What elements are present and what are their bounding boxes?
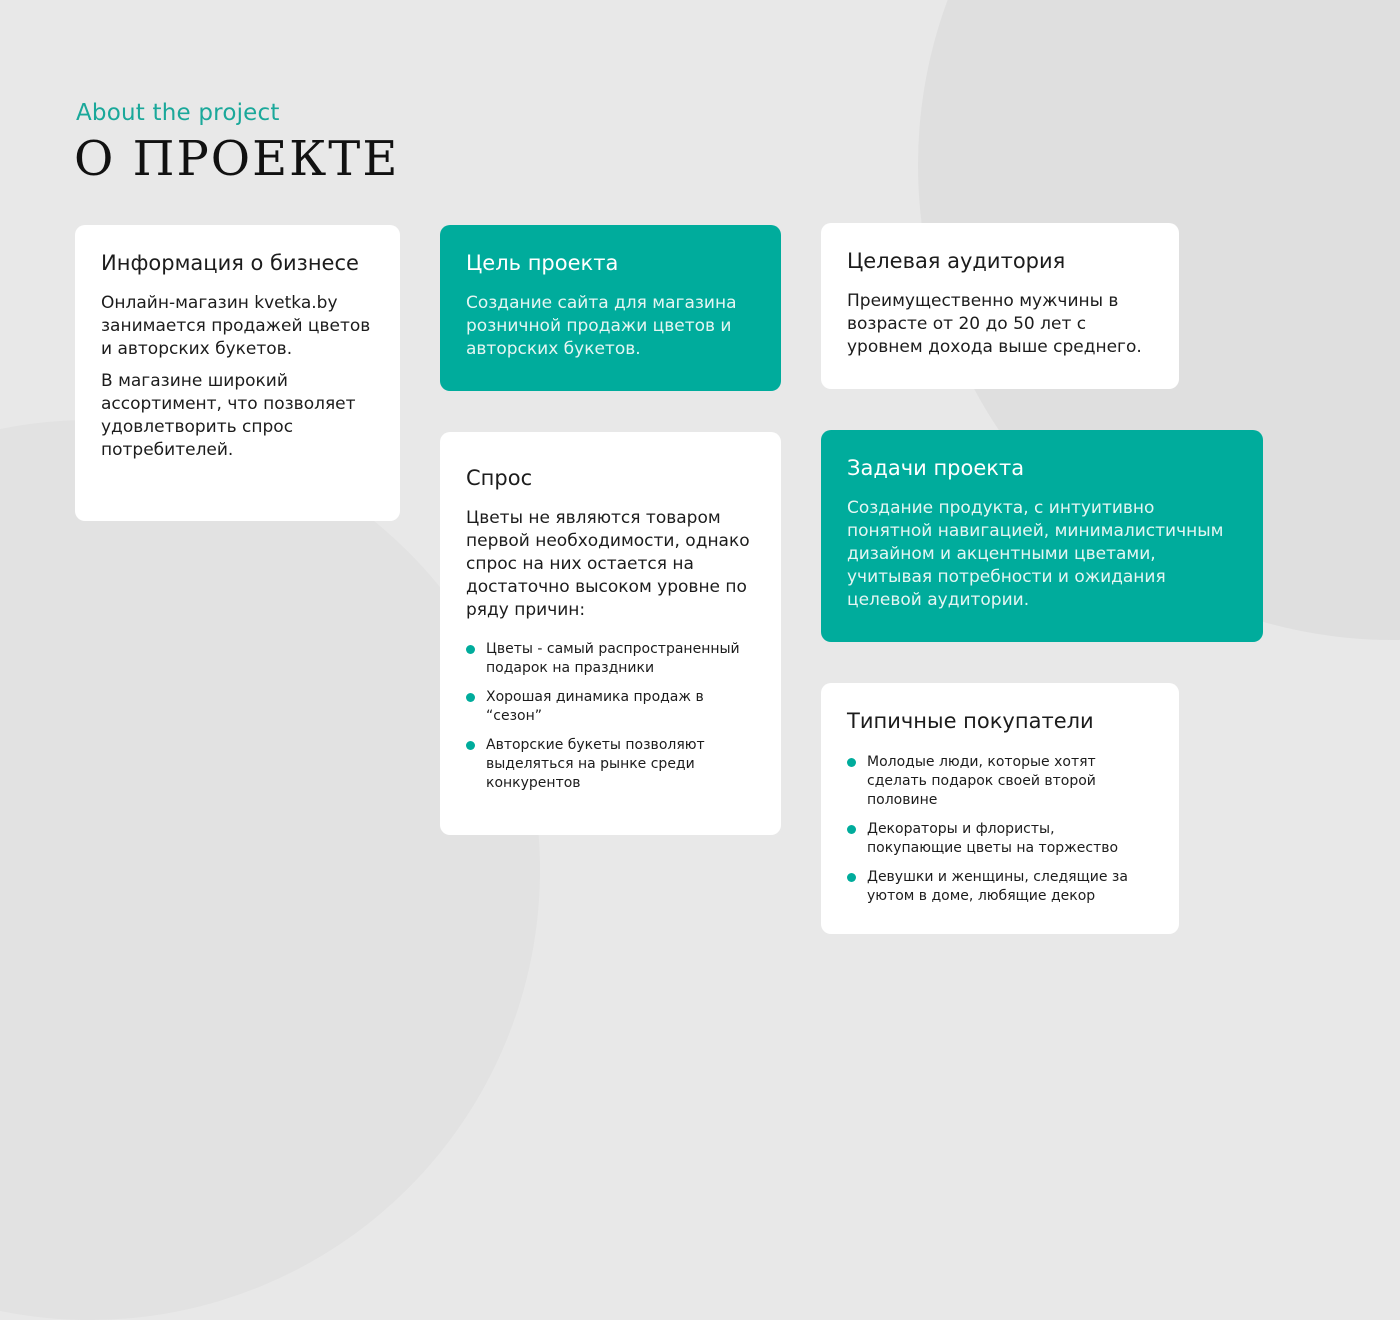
bullet-dot-icon [847, 825, 856, 834]
demand-list [466, 640, 755, 793]
business-info-text: Онлайн-магазин kvetka.by занимается продажей цветов и авторских букетов. [101, 293, 371, 359]
list-item-text: Хорошая динамика продаж в “сезон” [486, 689, 704, 724]
business-info-title: Информация о бизнесе [101, 251, 359, 275]
demand-text: Цветы не являются товаром первой необходимости, однако спрос на них остается на достаточно высоком уровне по ряду причин: [466, 508, 750, 620]
list-item-text: Декораторы и флористы, покупающие цветы на торжество [867, 821, 1119, 856]
bullet-dot-icon [466, 693, 475, 702]
list-item [847, 868, 1153, 906]
list-item [847, 753, 1153, 810]
list-item-text: Молодые люди, которые хотят сделать подарок своей второй половине [867, 754, 1096, 808]
project-goal-title: Цель проекта [466, 251, 619, 275]
bullet-dot-icon [466, 741, 475, 750]
list-item [847, 820, 1153, 858]
business-info-card [75, 225, 400, 521]
demand-card [440, 432, 781, 835]
project-goal-card [440, 225, 781, 391]
demand-title: Спрос [466, 466, 533, 490]
target-audience-card [821, 223, 1179, 389]
bullet-dot-icon [847, 758, 856, 767]
list-item [466, 640, 755, 678]
project-tasks-title: Задачи проекта [847, 456, 1025, 480]
target-audience-text: Преимущественно мужчины в возрасте от 20 до 50 лет с уровнем дохода выше среднего. [847, 291, 1142, 357]
section-eyebrow: About the project [76, 100, 280, 126]
target-audience-title: Целевая аудитория [847, 249, 1066, 273]
project-tasks-text: Создание продукта, с интуитивно понятной навигацией, минималистичным дизайном и акцентными цветами, учитывая потребности и ожидания целевой аудитории. [847, 498, 1224, 610]
list-item-text: Цветы - самый распространенный подарок на праздники [486, 641, 740, 676]
business-info-text: В магазине широкий ассортимент, что позволяет удовлетворить спрос потребителей. [101, 371, 356, 460]
typical-buyers-card [821, 683, 1179, 934]
bullet-dot-icon [847, 873, 856, 882]
project-goal-text: Создание сайта для магазина розничной продажи цветов и авторских букетов. [466, 293, 737, 359]
list-item [466, 688, 755, 726]
project-tasks-card [821, 430, 1263, 642]
typical-buyers-title: Типичные покупатели [847, 709, 1094, 733]
bullet-dot-icon [466, 645, 475, 654]
list-item [466, 736, 755, 793]
list-item-text: Авторские букеты позволяют выделяться на рынке среди конкурентов [486, 737, 705, 791]
page-title: О ПРОЕКТЕ [74, 131, 400, 187]
typical-buyers-list [847, 753, 1153, 906]
list-item-text: Девушки и женщины, следящие за уютом в доме, любящие декор [867, 869, 1128, 904]
